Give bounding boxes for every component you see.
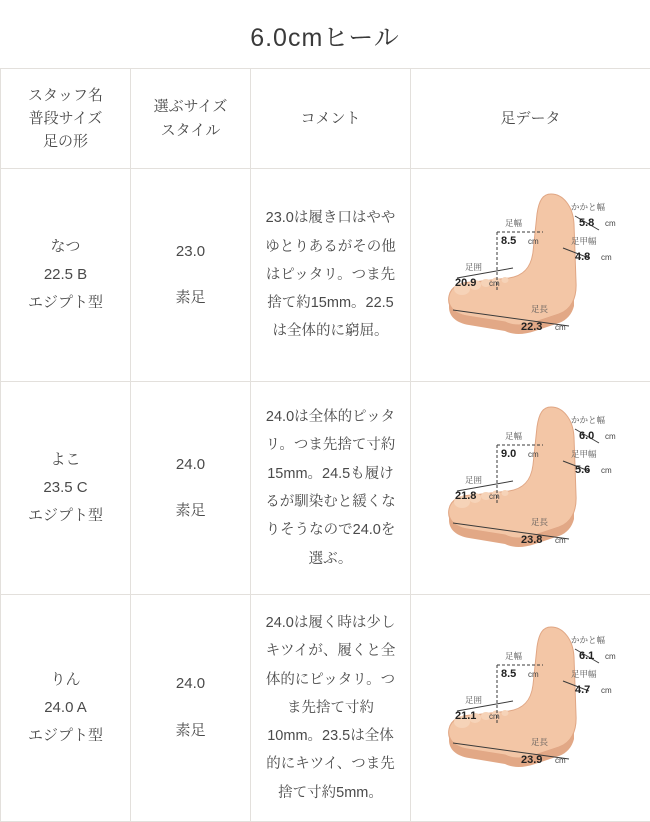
table-row (1, 169, 650, 382)
svg-text:足囲: 足囲 (465, 695, 482, 705)
svg-text:4.8: 4.8 (575, 251, 590, 263)
svg-text:cm: cm (601, 686, 612, 695)
svg-text:5.8: 5.8 (579, 217, 594, 229)
svg-text:cm: cm (489, 279, 500, 288)
svg-text:6.1: 6.1 (579, 650, 594, 662)
size-table (0, 68, 650, 822)
svg-text:cm: cm (555, 536, 566, 545)
chosen-size: 24.0 (135, 451, 246, 480)
svg-text:足甲幅: 足甲幅 (571, 449, 597, 459)
foot-diagram (413, 399, 649, 577)
staff-foot-type: エジプト型 (5, 502, 126, 530)
svg-text:cm: cm (528, 450, 539, 459)
staff-foot-type: エジプト型 (5, 289, 126, 317)
table-row (1, 382, 650, 595)
staff-usual-size: 24.0 A (5, 694, 126, 722)
comment-cell: 24.0は履く時は少しキツイが、履くと全体的にピッタリ。つま先捨て寸約10mm。23.5は全体的にキツイ、つま先捨て寸約5mm。 (251, 595, 411, 822)
staff-cell (1, 595, 131, 822)
svg-text:足幅: 足幅 (505, 218, 523, 228)
header-staff (1, 69, 131, 169)
staff-name: よこ (5, 446, 126, 474)
staff-usual-size: 22.5 B (5, 261, 126, 289)
svg-text:21.8: 21.8 (455, 490, 476, 502)
header-size (131, 69, 251, 169)
page-title: 6.0cmヒール (0, 0, 650, 68)
header-staff-line-3: 足の形 (5, 130, 126, 153)
svg-text:cm: cm (528, 670, 539, 679)
foot-diagram (413, 186, 649, 364)
table-header (1, 69, 650, 169)
svg-text:21.1: 21.1 (455, 710, 476, 722)
svg-text:23.8: 23.8 (521, 534, 542, 546)
header-staff-line-1: スタッフ名 (5, 84, 126, 107)
svg-text:8.5: 8.5 (501, 235, 516, 247)
wearing-style: 素足 (135, 284, 246, 313)
foot-diagram (413, 619, 649, 797)
staff-foot-type: エジプト型 (5, 722, 126, 750)
wearing-style: 素足 (135, 497, 246, 526)
svg-text:足幅: 足幅 (505, 431, 523, 441)
svg-text:9.0: 9.0 (501, 448, 516, 460)
svg-text:足甲幅: 足甲幅 (571, 669, 597, 679)
foot-data-cell (411, 595, 650, 822)
svg-text:cm: cm (489, 712, 500, 721)
svg-text:cm: cm (555, 323, 566, 332)
header-size-line-1: 選ぶサイズ (135, 95, 246, 118)
staff-name: なつ (5, 233, 126, 261)
svg-text:かかと幅: かかと幅 (571, 635, 606, 645)
svg-text:6.0: 6.0 (579, 430, 594, 442)
header-foot-data-line-1: 足データ (415, 107, 646, 130)
header-foot-data (411, 69, 650, 169)
header-comment-line-1: コメント (255, 107, 406, 130)
svg-text:8.5: 8.5 (501, 668, 516, 680)
comment-cell: 23.0は履き口はややゆとりあるがその他はピッタリ。つま先捨て約15mm。22.5は全体的に窮屈。 (251, 169, 411, 382)
svg-text:22.3: 22.3 (521, 321, 542, 333)
svg-text:23.9: 23.9 (521, 754, 542, 766)
size-cell (131, 382, 251, 595)
comment-cell: 24.0は全体的ピッタリ。つま先捨て寸約15mm。24.5も履けるが馴染むと緩くなりそうなので24.0を選ぶ。 (251, 382, 411, 595)
svg-text:20.9: 20.9 (455, 277, 476, 289)
svg-text:足甲幅: 足甲幅 (571, 236, 597, 246)
svg-text:cm: cm (605, 432, 616, 441)
staff-cell (1, 382, 131, 595)
svg-text:かかと幅: かかと幅 (571, 415, 606, 425)
staff-usual-size: 23.5 C (5, 474, 126, 502)
svg-text:cm: cm (489, 492, 500, 501)
table-row (1, 595, 650, 822)
svg-text:cm: cm (555, 756, 566, 765)
size-cell (131, 169, 251, 382)
svg-text:cm: cm (601, 253, 612, 262)
svg-text:4.7: 4.7 (575, 684, 590, 696)
foot-data-cell (411, 169, 650, 382)
svg-text:足囲: 足囲 (465, 262, 482, 272)
svg-text:足囲: 足囲 (465, 475, 482, 485)
table-body (1, 169, 650, 822)
header-comment (251, 69, 411, 169)
svg-text:cm: cm (601, 466, 612, 475)
svg-text:足長: 足長 (531, 737, 549, 747)
svg-text:5.6: 5.6 (575, 464, 590, 476)
header-size-line-2: スタイル (135, 119, 246, 142)
size-cell (131, 595, 251, 822)
svg-text:かかと幅: かかと幅 (571, 202, 606, 212)
staff-cell (1, 169, 131, 382)
table-header-row (1, 69, 650, 169)
chosen-size: 24.0 (135, 670, 246, 699)
wearing-style: 素足 (135, 717, 246, 746)
svg-text:足長: 足長 (531, 304, 549, 314)
chosen-size: 23.0 (135, 238, 246, 267)
svg-text:足幅: 足幅 (505, 651, 523, 661)
svg-text:cm: cm (605, 219, 616, 228)
svg-text:cm: cm (528, 237, 539, 246)
svg-text:cm: cm (605, 652, 616, 661)
staff-name: りん (5, 666, 126, 694)
foot-data-cell (411, 382, 650, 595)
svg-text:足長: 足長 (531, 517, 549, 527)
header-staff-line-2: 普段サイズ (5, 107, 126, 130)
